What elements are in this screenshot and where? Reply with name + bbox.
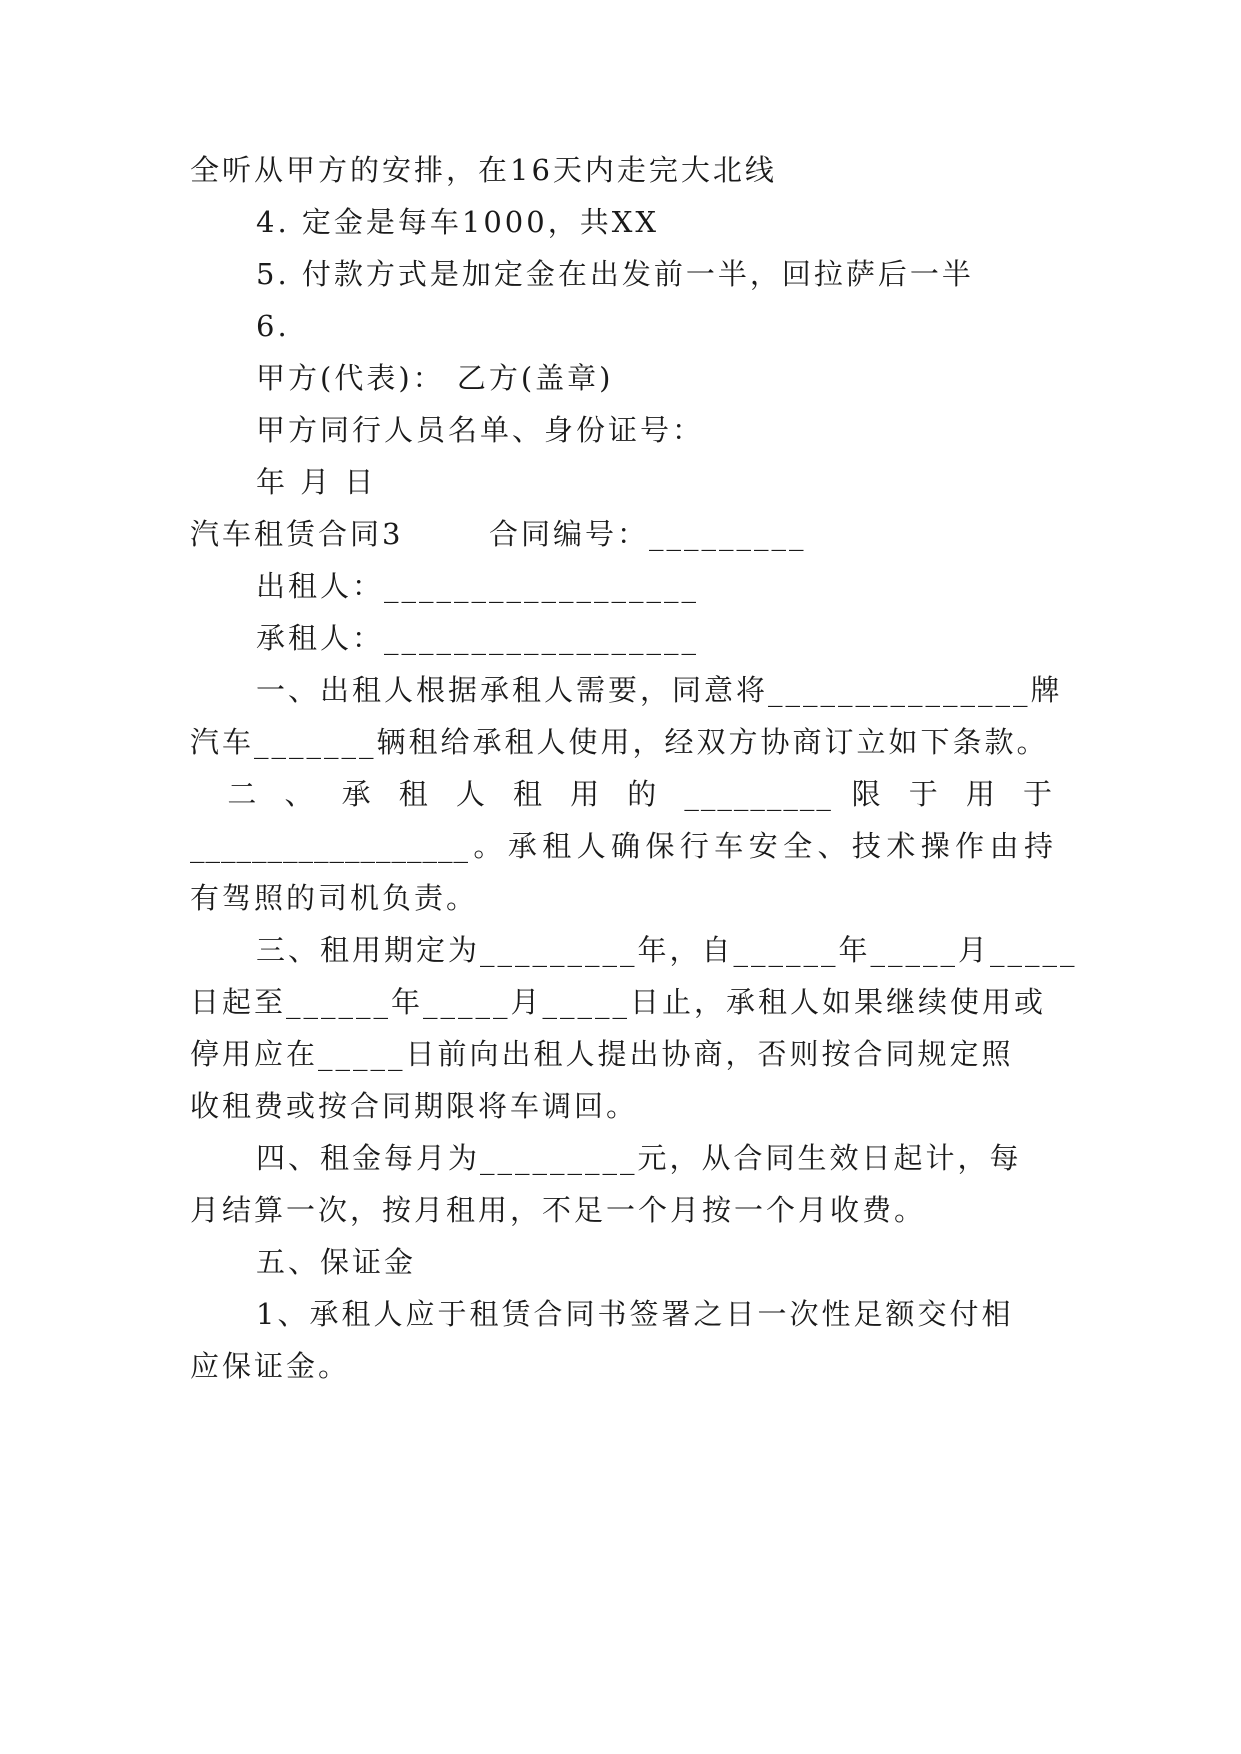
clause-2-line-2: __________________。承租人确保行车安全、技术操作由持	[190, 829, 1054, 863]
companion-list-label: 甲方同行人员名单、身份证号：	[256, 413, 705, 447]
clause-4-line-1: 四、租金每月为_________元，从合同生效日起计，每	[256, 1141, 1022, 1175]
clause-3-line-4: 收租费或按合同期限将车调回。	[190, 1089, 639, 1123]
lessee-field: 承租人：__________________	[256, 621, 700, 655]
clause-1-line-1: 一、出租人根据承租人需要，同意将_______________牌	[256, 673, 1063, 707]
clause-5-item-1-line-2: 应保证金。	[190, 1349, 351, 1383]
lessor-field: 出租人：__________________	[256, 569, 700, 603]
text-line: 全听从甲方的安排，在16天内走完大北线	[190, 153, 777, 187]
clause-5-heading: 五、保证金	[256, 1245, 417, 1279]
clause-5-item-1-line-1: 1、承租人应于租赁合同书签署之日一次性足额交付相	[256, 1297, 1014, 1331]
list-item-5: 5. 付款方式是加定金在出发前一半，回拉萨后一半	[256, 257, 974, 291]
contract-title: 汽车租赁合同3 合同编号：_________	[190, 517, 807, 551]
clause-3-line-2: 日起至______年_____月_____日止，承租人如果继续使用或	[190, 985, 1047, 1019]
signature-line: 甲方(代表)： 乙方(盖章)	[256, 361, 614, 395]
clause-3-line-1: 三、租用期定为_________年，自______年_____月_____	[256, 933, 1078, 967]
clause-2-line-1: 二 、 承 租 人 租 用 的 _________ 限 于 用 于	[190, 777, 1054, 811]
list-item-6: 6.	[256, 309, 290, 343]
clause-4-line-2: 月结算一次，按月租用，不足一个月按一个月收费。	[190, 1193, 927, 1227]
clause-3-line-3: 停用应在_____日前向出租人提出协商，否则按合同规定照	[190, 1037, 1014, 1071]
clause-1-line-2: 汽车_______辆租给承租人使用，经双方协商订立如下条款。	[190, 725, 1049, 759]
clause-2-line-3: 有驾照的司机负责。	[190, 881, 479, 915]
date-line: 年 月 日	[256, 465, 377, 499]
list-item-4: 4. 定金是每车1000，共XX	[256, 205, 659, 239]
